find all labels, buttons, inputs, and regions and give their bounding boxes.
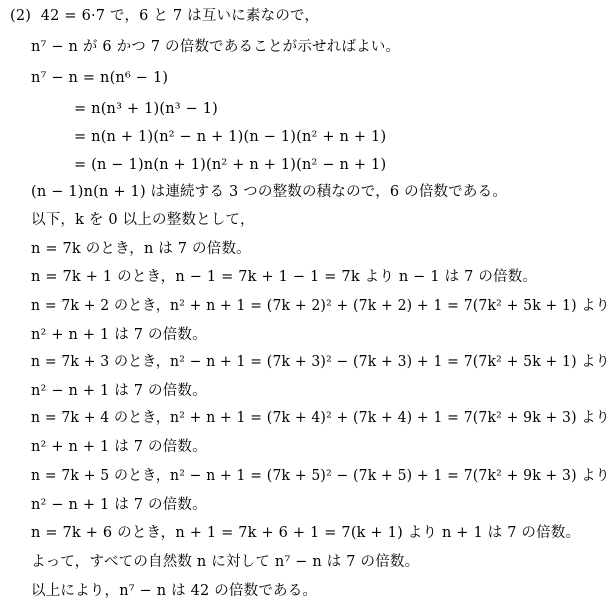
factorization-line-1: n⁷ − n = n(n⁶ − 1) xyxy=(31,70,169,86)
problem-header-line: (2) 42 = 6·7 で，6 と 7 は互いに素なので， xyxy=(10,8,320,24)
case-7k-plus-3-conclusion: n² − n + 1 は 7 の倍数。 xyxy=(31,383,207,399)
case-7k-plus-4-conclusion: n² + n + 1 は 7 の倍数。 xyxy=(31,439,207,455)
case-7k-plus-3-line: n = 7k + 3 のとき，n² − n + 1 = (7k + 3)² − (7k + 3) + 1 = 7(7k² + 5k + 1) より xyxy=(31,354,610,370)
factorization-line-4: = (n − 1)n(n + 1)(n² + n + 1)(n² − n + 1) xyxy=(74,157,387,173)
factorization-line-3: = n(n + 1)(n² − n + 1)(n − 1)(n² + n + 1) xyxy=(74,129,387,145)
goal-statement-line: n⁷ − n が 6 かつ 7 の倍数であることが示せればよい。 xyxy=(31,39,401,55)
case-7k-plus-5-conclusion: n² − n + 1 は 7 の倍数。 xyxy=(31,497,207,513)
case-7k-plus-5-line: n = 7k + 5 のとき，n² − n + 1 = (7k + 5)² − (7k + 5) + 1 = 7(7k² + 9k + 3) より xyxy=(31,468,610,484)
case-intro-line: 以下，k を 0 以上の整数として， xyxy=(31,212,255,228)
case-7k-line: n = 7k のとき，n は 7 の倍数。 xyxy=(31,241,251,257)
case-7k-plus-2-line: n = 7k + 2 のとき，n² + n + 1 = (7k + 2)² + (7k + 2) + 1 = 7(7k² + 5k + 1) より xyxy=(31,298,610,314)
case-7k-plus-1-line: n = 7k + 1 のとき，n − 1 = 7k + 1 − 1 = 7k より n − 1 は 7 の倍数。 xyxy=(31,269,538,285)
consecutive-integers-line: (n − 1)n(n + 1) は連続する 3 つの整数の積なので，6 の倍数である。 xyxy=(31,184,508,200)
case-7k-plus-6-line: n = 7k + 6 のとき，n + 1 = 7k + 6 + 1 = 7(k + 1) より n + 1 は 7 の倍数。 xyxy=(31,525,581,541)
final-conclusion-line: 以上により，n⁷ − n は 42 の倍数である。 xyxy=(31,583,318,599)
all-naturals-conclusion-line: よって，すべての自然数 n に対して n⁷ − n は 7 の倍数。 xyxy=(31,554,420,570)
factorization-line-2: = n(n³ + 1)(n³ − 1) xyxy=(74,101,219,117)
case-7k-plus-2-conclusion: n² + n + 1 は 7 の倍数。 xyxy=(31,327,207,343)
case-7k-plus-4-line: n = 7k + 4 のとき，n² + n + 1 = (7k + 4)² + (7k + 4) + 1 = 7(7k² + 9k + 3) より xyxy=(31,410,610,426)
